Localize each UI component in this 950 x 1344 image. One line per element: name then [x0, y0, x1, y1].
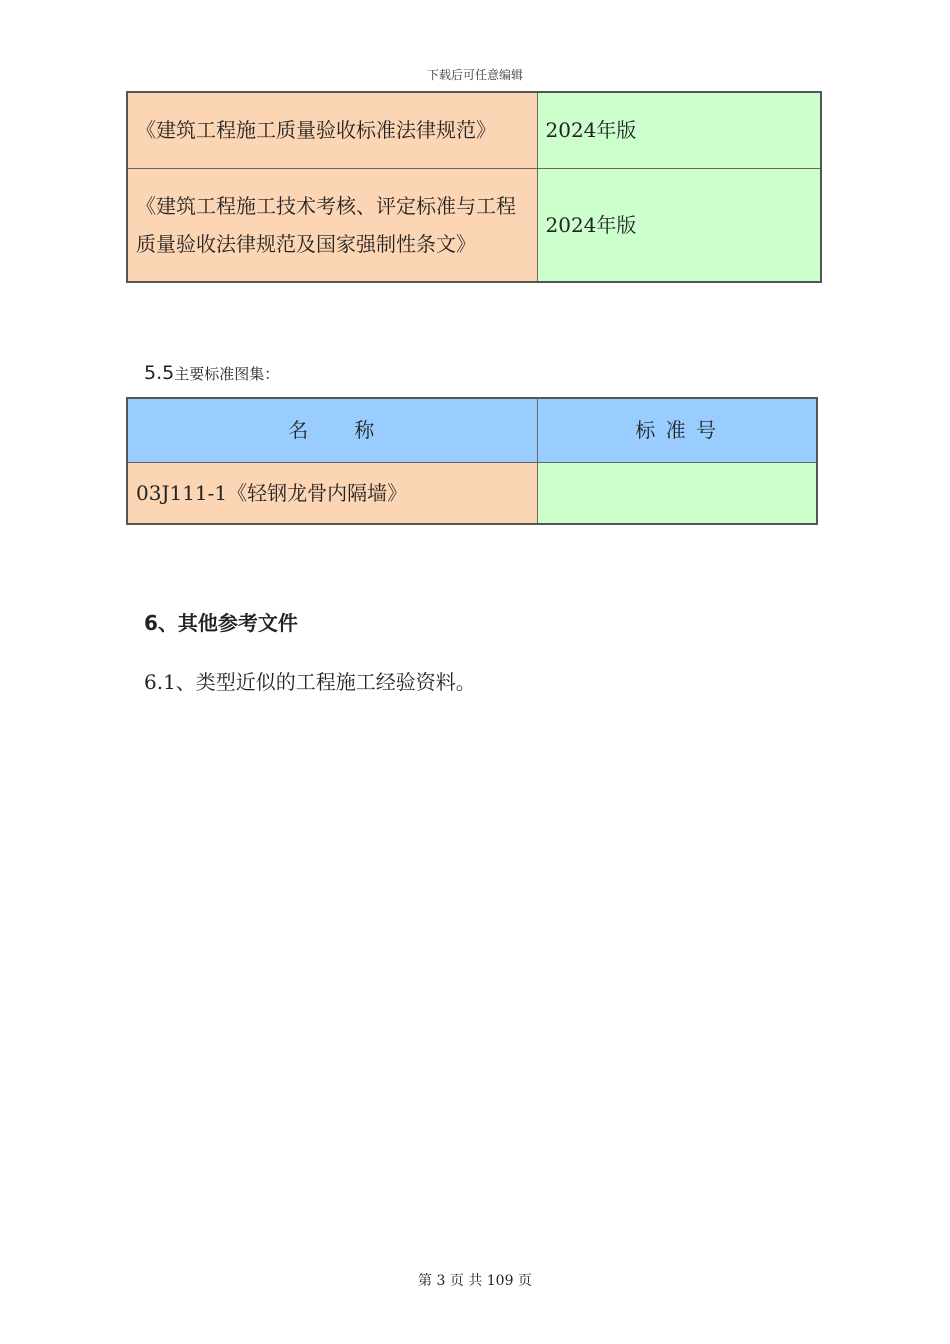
section-5-5-heading — [144, 362, 279, 384]
atlas-table — [126, 397, 818, 525]
page-footer: 第 3 页 共 109 页 — [418, 1273, 532, 1289]
atlas-name-cell: 03J111-1《轻钢龙骨内隔墙》 — [127, 462, 537, 524]
standard-name-cell: 《建筑工程施工质量验收标准法律规范》 — [127, 92, 537, 168]
page-header: 下载后可任意编辑 — [426, 68, 523, 82]
table-row — [127, 462, 817, 524]
section-title: 主要标准图集： — [174, 365, 280, 383]
paragraph-6-1: 6.1、类型近似的工程施工经验资料。 — [144, 670, 476, 694]
standard-version-cell: 2024年版 — [537, 168, 821, 282]
table-header-row — [127, 398, 817, 462]
column-header-name: 名 称 — [127, 398, 537, 462]
table-row — [127, 92, 821, 168]
table-row — [127, 168, 821, 282]
standards-table — [126, 91, 822, 283]
column-header-standard-no: 标 准 号 — [537, 398, 817, 462]
section-6-heading: 6、其他参考文件 — [144, 611, 298, 635]
section-number: 5.5 — [144, 362, 175, 384]
standard-version-cell: 2024年版 — [537, 92, 821, 168]
standard-name-cell: 《建筑工程施工技术考核、评定标准与工程质量验收法律规范及国家强制性条文》 — [127, 168, 537, 282]
atlas-standard-no-cell — [537, 462, 817, 524]
